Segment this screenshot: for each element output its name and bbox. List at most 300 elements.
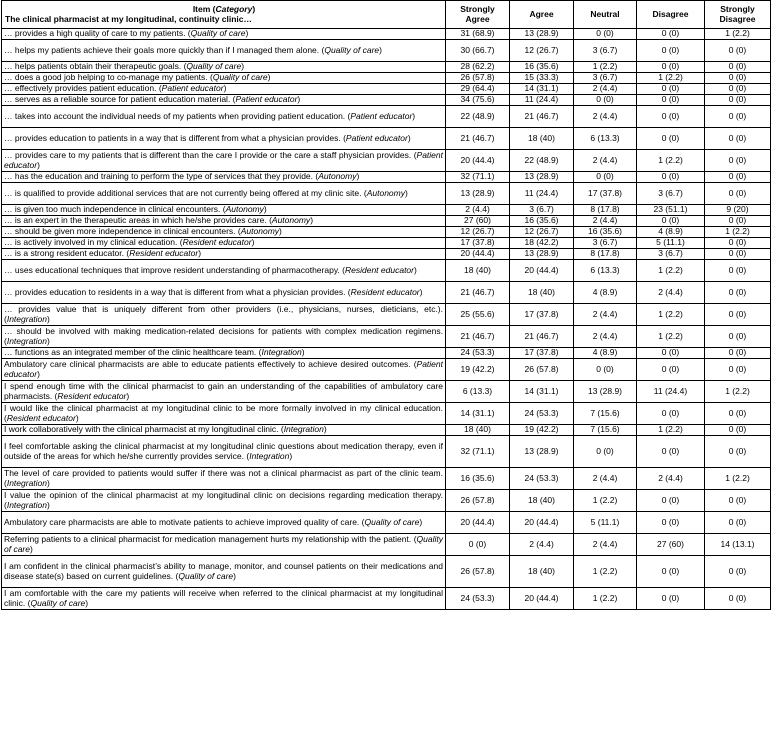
value-cell-neutral: 0 (0)	[574, 95, 637, 106]
item-cell: … effectively provides patient education. (Patient educator)	[2, 84, 446, 95]
value-cell-strongly-agree: 18 (40)	[446, 260, 510, 282]
value-cell-agree: 11 (24.4)	[510, 95, 574, 106]
value-cell-strongly-disagree: 0 (0)	[705, 282, 771, 304]
value-cell-agree: 16 (35.6)	[510, 62, 574, 73]
table-row	[2, 348, 771, 359]
value-cell-strongly-agree: 20 (44.4)	[446, 512, 510, 534]
table-row	[2, 359, 771, 381]
value-cell-disagree: 3 (6.7)	[637, 183, 705, 205]
value-cell-neutral: 2 (4.4)	[574, 326, 637, 348]
value-cell-neutral: 0 (0)	[574, 359, 637, 381]
item-text: I feel comfortable asking the clinical pharmacist at my longitudinal clinic questions about medication therapy, even if outside of the areas for which he/she currently provides service.	[4, 440, 443, 461]
item-category: Patient educator	[235, 94, 298, 105]
item-cell: … functions as an integrated member of the clinic healthcare team. (Integration)	[2, 348, 446, 359]
item-cell: … should be involved with making medication-related decisions for patients with complex medication regimens. (Integration)	[2, 326, 446, 348]
value-cell-strongly-agree: 2 (4.4)	[446, 205, 510, 216]
item-cell: … provides education to residents in a way that is different from what a physician provides. (Resident educator)	[2, 282, 446, 304]
value-cell-agree: 20 (44.4)	[510, 588, 574, 610]
table-row	[2, 238, 771, 249]
value-cell-strongly-agree: 30 (66.7)	[446, 40, 510, 62]
item-category: Patient educator	[345, 132, 408, 143]
value-cell-agree: 17 (37.8)	[510, 348, 574, 359]
item-cell: … provides a high quality of care to my patients. (Quality of care)	[2, 29, 446, 40]
survey-results-table	[1, 0, 771, 610]
item-category: Autonomy	[225, 204, 264, 215]
item-cell: … does a good job helping to co-manage my patients. (Quality of care)	[2, 73, 446, 84]
item-category-heading: Item (Category)	[192, 3, 256, 14]
value-cell-strongly-agree: 0 (0)	[446, 534, 510, 556]
value-cell-agree: 11 (24.4)	[510, 183, 574, 205]
value-cell-disagree: 0 (0)	[637, 216, 705, 227]
value-cell-strongly-agree: 32 (71.1)	[446, 172, 510, 183]
value-cell-neutral: 8 (17.8)	[574, 205, 637, 216]
value-cell-disagree: 1 (2.2)	[637, 150, 705, 172]
item-cell: … is qualified to provide additional services that are not currently being offered at my clinic site. (Autonomy)	[2, 183, 446, 205]
value-cell-disagree: 1 (2.2)	[637, 304, 705, 326]
item-category: Integration	[6, 335, 48, 346]
value-cell-neutral: 0 (0)	[574, 29, 637, 40]
item-category: Patient educator	[350, 110, 413, 121]
table-row	[2, 62, 771, 73]
value-cell-strongly-disagree: 0 (0)	[705, 348, 771, 359]
value-cell-strongly-agree: 26 (57.8)	[446, 73, 510, 84]
value-cell-agree: 13 (28.9)	[510, 172, 574, 183]
value-cell-agree: 12 (26.7)	[510, 40, 574, 62]
value-cell-strongly-agree: 32 (71.1)	[446, 436, 510, 468]
table-row	[2, 534, 771, 556]
header-row	[2, 1, 771, 29]
item-text: I spend enough time with the clinical pharmacist to gain an understanding of the capabilities of ambulatory care pharmacists.	[4, 380, 443, 401]
item-stem: The clinical pharmacist at my longitudinal, continuity clinic…	[5, 13, 253, 24]
value-cell-strongly-agree: 27 (60)	[446, 216, 510, 227]
table-row	[2, 172, 771, 183]
value-cell-strongly-agree: 17 (37.8)	[446, 238, 510, 249]
item-category: Patient educator	[161, 83, 224, 94]
value-cell-strongly-agree: 12 (26.7)	[446, 227, 510, 238]
value-cell-agree: 17 (37.8)	[510, 304, 574, 326]
value-cell-strongly-agree: 19 (42.2)	[446, 359, 510, 381]
value-cell-strongly-agree: 34 (75.6)	[446, 95, 510, 106]
value-cell-strongly-disagree: 0 (0)	[705, 425, 771, 436]
item-cell: … uses educational techniques that improve resident understanding of pharmacotherapy. (Resident educator)	[2, 260, 446, 282]
item-cell: … is a strong resident educator. (Resident educator)	[2, 249, 446, 260]
value-cell-strongly-disagree: 0 (0)	[705, 150, 771, 172]
value-cell-disagree: 11 (24.4)	[637, 381, 705, 403]
value-cell-strongly-agree: 6 (13.3)	[446, 381, 510, 403]
item-text: I work collaboratively with the clinical pharmacist at my longitudinal clinic.	[4, 424, 279, 435]
value-cell-strongly-agree: 29 (64.4)	[446, 84, 510, 95]
table-row	[2, 128, 771, 150]
value-cell-neutral: 0 (0)	[574, 436, 637, 468]
item-category: Autonomy	[318, 171, 357, 182]
item-category: Resident educator	[350, 286, 420, 297]
value-cell-strongly-disagree: 0 (0)	[705, 403, 771, 425]
value-cell-neutral: 2 (4.4)	[574, 468, 637, 490]
item-category: Integration	[261, 347, 302, 358]
value-cell-neutral: 2 (4.4)	[574, 534, 637, 556]
item-text: Ambulatory care pharmacists are able to motivate patients to achieve improved quality of care.	[4, 516, 360, 527]
value-cell-strongly-agree: 21 (46.7)	[446, 326, 510, 348]
value-cell-agree: 13 (28.9)	[510, 29, 574, 40]
value-cell-strongly-agree: 14 (31.1)	[446, 403, 510, 425]
table-row	[2, 216, 771, 227]
value-cell-strongly-agree: 28 (62.2)	[446, 62, 510, 73]
item-text: … provides education to patients in a way that is different from what a physician provides.	[4, 132, 341, 143]
value-cell-neutral: 16 (35.6)	[574, 227, 637, 238]
value-cell-disagree: 0 (0)	[637, 106, 705, 128]
value-cell-strongly-disagree: 14 (13.1)	[705, 534, 771, 556]
value-cell-strongly-agree: 20 (44.4)	[446, 150, 510, 172]
value-cell-disagree: 0 (0)	[637, 348, 705, 359]
value-cell-disagree: 0 (0)	[637, 359, 705, 381]
value-cell-agree: 3 (6.7)	[510, 205, 574, 216]
value-cell-agree: 18 (40)	[510, 490, 574, 512]
value-cell-disagree: 2 (4.4)	[637, 282, 705, 304]
item-category: Resident educator	[129, 248, 199, 259]
item-category: Quality of care	[212, 72, 268, 83]
item-cell: Ambulatory care pharmacists are able to motivate patients to achieve improved quality of care. (Quality of care)	[2, 512, 446, 534]
value-cell-strongly-agree: 16 (35.6)	[446, 468, 510, 490]
value-cell-strongly-disagree: 0 (0)	[705, 359, 771, 381]
table-row	[2, 260, 771, 282]
item-text: … is a strong resident educator.	[4, 248, 125, 259]
value-cell-disagree: 0 (0)	[637, 490, 705, 512]
item-category: Integration	[249, 450, 290, 461]
item-text: … provides value that is uniquely different from other providers (i.e., physicians, nurses, dieticians, etc.).	[4, 303, 443, 314]
value-cell-disagree: 4 (8.9)	[637, 227, 705, 238]
item-text: … is given too much independence in clinical encounters.	[4, 204, 221, 215]
item-category: Quality of care	[190, 28, 246, 39]
item-cell: I feel comfortable asking the clinical pharmacist at my longitudinal clinic questions about medication therapy, even if outside of the areas for which he/she currently provides service. (Integration)	[2, 436, 446, 468]
value-cell-neutral: 8 (17.8)	[574, 249, 637, 260]
table-row	[2, 95, 771, 106]
item-text: … is actively involved in my clinical education.	[4, 237, 178, 248]
value-cell-agree: 19 (42.2)	[510, 425, 574, 436]
item-text: … provides education to residents in a way that is different from what a physician provides.	[4, 286, 346, 297]
value-cell-disagree: 0 (0)	[637, 172, 705, 183]
column-header-neutral: Neutral	[574, 1, 637, 29]
value-cell-agree: 16 (35.6)	[510, 216, 574, 227]
value-cell-strongly-disagree: 0 (0)	[705, 128, 771, 150]
table-row	[2, 282, 771, 304]
item-category: Autonomy	[366, 187, 405, 198]
item-text: … helps my patients achieve their goals more quickly than if I managed them alone.	[4, 44, 320, 55]
value-cell-agree: 18 (42.2)	[510, 238, 574, 249]
table-row	[2, 436, 771, 468]
value-cell-neutral: 1 (2.2)	[574, 62, 637, 73]
value-cell-neutral: 2 (4.4)	[574, 84, 637, 95]
value-cell-strongly-agree: 21 (46.7)	[446, 128, 510, 150]
value-cell-strongly-disagree: 1 (2.2)	[705, 227, 771, 238]
value-cell-strongly-disagree: 0 (0)	[705, 216, 771, 227]
item-category: Patient educator	[4, 149, 443, 170]
value-cell-strongly-disagree: 0 (0)	[705, 512, 771, 534]
table-row	[2, 468, 771, 490]
item-category: Quality of care	[4, 533, 443, 554]
value-cell-strongly-disagree: 0 (0)	[705, 106, 771, 128]
value-cell-disagree: 0 (0)	[637, 128, 705, 150]
value-cell-disagree: 0 (0)	[637, 40, 705, 62]
value-cell-strongly-agree: 26 (57.8)	[446, 556, 510, 588]
item-category: Quality of care	[186, 61, 242, 72]
item-category: Quality of care	[30, 597, 86, 608]
table-row	[2, 40, 771, 62]
value-cell-strongly-disagree: 0 (0)	[705, 490, 771, 512]
value-cell-disagree: 0 (0)	[637, 62, 705, 73]
item-cell: I work collaboratively with the clinical pharmacist at my longitudinal clinic. (Integration)	[2, 425, 446, 436]
table-row	[2, 84, 771, 95]
item-category: Integration	[6, 313, 48, 324]
value-cell-disagree: 1 (2.2)	[637, 326, 705, 348]
value-cell-strongly-disagree: 1 (2.2)	[705, 381, 771, 403]
item-cell: … helps my patients achieve their goals more quickly than if I managed them alone. (Quality of care)	[2, 40, 446, 62]
value-cell-neutral: 3 (6.7)	[574, 238, 637, 249]
table-row	[2, 512, 771, 534]
item-text: … functions as an integrated member of the clinic healthcare team.	[4, 347, 257, 358]
item-cell: … serves as a reliable source for patient education material. (Patient educator)	[2, 95, 446, 106]
table-row	[2, 249, 771, 260]
item-cell: … is given too much independence in clinical encounters. (Autonomy)	[2, 205, 446, 216]
value-cell-strongly-disagree: 0 (0)	[705, 172, 771, 183]
survey-table-body	[2, 29, 771, 610]
value-cell-agree: 21 (46.7)	[510, 106, 574, 128]
value-cell-neutral: 3 (6.7)	[574, 73, 637, 84]
item-cell: … provides education to patients in a way that is different from what a physician provides. (Patient educator)	[2, 128, 446, 150]
table-row	[2, 381, 771, 403]
item-label: Item	[192, 3, 211, 14]
value-cell-strongly-disagree: 0 (0)	[705, 40, 771, 62]
item-cell: I value the opinion of the clinical pharmacist at my longitudinal clinic on decisions regarding medication therapy. (Integration)	[2, 490, 446, 512]
value-cell-agree: 24 (53.3)	[510, 468, 574, 490]
item-cell: … is an expert in the therapeutic areas in which he/she provides care. (Autonomy)	[2, 216, 446, 227]
item-text: I am comfortable with the care my patients will receive when referred to the clinical pharmacist at my longitudinal clinic.	[4, 587, 443, 608]
value-cell-neutral: 3 (6.7)	[574, 40, 637, 62]
value-cell-disagree: 1 (2.2)	[637, 425, 705, 436]
value-cell-agree: 15 (33.3)	[510, 73, 574, 84]
column-header-strongly-disagree: Strongly Disagree	[705, 1, 771, 29]
value-cell-disagree: 2 (4.4)	[637, 468, 705, 490]
value-cell-neutral: 1 (2.2)	[574, 490, 637, 512]
table-row	[2, 150, 771, 172]
value-cell-strongly-disagree: 0 (0)	[705, 326, 771, 348]
value-cell-strongly-disagree: 0 (0)	[705, 238, 771, 249]
item-category: Integration	[6, 477, 48, 488]
value-cell-disagree: 0 (0)	[637, 95, 705, 106]
table-row	[2, 425, 771, 436]
value-cell-neutral: 2 (4.4)	[574, 106, 637, 128]
value-cell-strongly-disagree: 0 (0)	[705, 95, 771, 106]
table-row	[2, 29, 771, 40]
value-cell-agree: 2 (4.4)	[510, 534, 574, 556]
value-cell-strongly-agree: 18 (40)	[446, 425, 510, 436]
value-cell-strongly-disagree: 1 (2.2)	[705, 29, 771, 40]
value-cell-neutral: 1 (2.2)	[574, 556, 637, 588]
table-row	[2, 403, 771, 425]
value-cell-agree: 18 (40)	[510, 282, 574, 304]
item-column-header	[2, 1, 446, 29]
value-cell-strongly-agree: 25 (55.6)	[446, 304, 510, 326]
item-cell: … takes into account the individual needs of my patients when providing patient education. (Patient educator)	[2, 106, 446, 128]
item-text: … should be involved with making medication-related decisions for patients with complex medication regimens.	[4, 325, 443, 336]
item-text: … helps patients obtain their therapeutic goals.	[4, 61, 182, 72]
value-cell-disagree: 0 (0)	[637, 84, 705, 95]
value-cell-agree: 14 (31.1)	[510, 84, 574, 95]
value-cell-neutral: 4 (8.9)	[574, 348, 637, 359]
value-cell-strongly-disagree: 0 (0)	[705, 249, 771, 260]
value-cell-neutral: 2 (4.4)	[574, 216, 637, 227]
item-text: … should be given more independence in clinical encounters.	[4, 226, 236, 237]
table-row	[2, 73, 771, 84]
value-cell-agree: 20 (44.4)	[510, 512, 574, 534]
value-cell-strongly-disagree: 0 (0)	[705, 73, 771, 84]
value-cell-strongly-agree: 31 (68.9)	[446, 29, 510, 40]
value-cell-strongly-agree: 21 (46.7)	[446, 282, 510, 304]
value-cell-strongly-disagree: 0 (0)	[705, 588, 771, 610]
item-cell: I am confident in the clinical pharmacist’s ability to manage, monitor, and counsel patients on their medications and disease state(s) based on current guidelines. (Quality of care)	[2, 556, 446, 588]
item-text: … provides a high quality of care to my patients.	[4, 28, 186, 39]
table-row	[2, 556, 771, 588]
item-category: Quality of care	[178, 570, 234, 581]
value-cell-disagree: 0 (0)	[637, 403, 705, 425]
value-cell-strongly-disagree: 9 (20)	[705, 205, 771, 216]
value-cell-strongly-disagree: 0 (0)	[705, 556, 771, 588]
value-cell-neutral: 4 (8.9)	[574, 282, 637, 304]
value-cell-agree: 13 (28.9)	[510, 436, 574, 468]
item-cell: Referring patients to a clinical pharmacist for medication management hurts my relationship with the patient. (Quality of care)	[2, 534, 446, 556]
item-text: I would like the clinical pharmacist at my longitudinal clinic to be more formally involved in my clinical education.	[4, 402, 443, 413]
item-cell: … helps patients obtain their therapeutic goals. (Quality of care)	[2, 62, 446, 73]
item-cell: … provides value that is uniquely different from other providers (i.e., physicians, nurses, dieticians, etc.). (Integration)	[2, 304, 446, 326]
value-cell-strongly-agree: 22 (48.9)	[446, 106, 510, 128]
value-cell-disagree: 23 (51.1)	[637, 205, 705, 216]
value-cell-disagree: 1 (2.2)	[637, 260, 705, 282]
value-cell-neutral: 13 (28.9)	[574, 381, 637, 403]
table-row	[2, 106, 771, 128]
value-cell-strongly-disagree: 0 (0)	[705, 260, 771, 282]
value-cell-strongly-agree: 20 (44.4)	[446, 249, 510, 260]
value-cell-strongly-agree: 24 (53.3)	[446, 588, 510, 610]
value-cell-disagree: 0 (0)	[637, 588, 705, 610]
value-cell-agree: 24 (53.3)	[510, 403, 574, 425]
value-cell-neutral: 1 (2.2)	[574, 588, 637, 610]
value-cell-agree: 18 (40)	[510, 556, 574, 588]
value-cell-neutral: 6 (13.3)	[574, 260, 637, 282]
value-cell-disagree: 0 (0)	[637, 436, 705, 468]
item-category: Autonomy	[271, 215, 311, 226]
value-cell-agree: 13 (28.9)	[510, 249, 574, 260]
value-cell-strongly-agree: 26 (57.8)	[446, 490, 510, 512]
item-text: Referring patients to a clinical pharmacist for medication management hurts my relationship with the patient.	[4, 533, 412, 544]
item-cell: I would like the clinical pharmacist at my longitudinal clinic to be more formally involved in my clinical education. (Resident educator)	[2, 403, 446, 425]
item-text: … is an expert in the therapeutic areas in which he/she provides care.	[4, 215, 267, 226]
value-cell-agree: 26 (57.8)	[510, 359, 574, 381]
item-cell: I am comfortable with the care my patients will receive when referred to the clinical pharmacist at my longitudinal clinic. (Quality of care)	[2, 588, 446, 610]
value-cell-neutral: 7 (15.6)	[574, 425, 637, 436]
value-cell-agree: 22 (48.9)	[510, 150, 574, 172]
item-text: … serves as a reliable source for patient education material.	[4, 94, 231, 105]
value-cell-strongly-disagree: 0 (0)	[705, 62, 771, 73]
value-cell-neutral: 2 (4.4)	[574, 304, 637, 326]
table-row	[2, 326, 771, 348]
item-category: Integration	[6, 499, 48, 510]
value-cell-strongly-agree: 24 (53.3)	[446, 348, 510, 359]
item-category: Resident educator	[345, 264, 414, 275]
item-cell: The level of care provided to patients would suffer if there was not a clinical pharmacist as part of the clinic team. (Integration)	[2, 468, 446, 490]
item-category: Resident educator	[57, 390, 127, 401]
column-header-strongly-agree: Strongly Agree	[446, 1, 510, 29]
value-cell-disagree: 27 (60)	[637, 534, 705, 556]
table-row	[2, 588, 771, 610]
item-category: Resident educator	[6, 412, 76, 423]
value-cell-disagree: 0 (0)	[637, 29, 705, 40]
item-category: Quality of care	[324, 44, 380, 55]
value-cell-strongly-disagree: 0 (0)	[705, 304, 771, 326]
value-cell-neutral: 2 (4.4)	[574, 150, 637, 172]
value-cell-disagree: 1 (2.2)	[637, 73, 705, 84]
value-cell-agree: 12 (26.7)	[510, 227, 574, 238]
item-text: I value the opinion of the clinical pharmacist at my longitudinal clinic on decisions regarding medication therapy.	[4, 489, 443, 500]
table-row	[2, 183, 771, 205]
item-cell: … should be given more independence in clinical encounters. (Autonomy)	[2, 227, 446, 238]
value-cell-neutral: 7 (15.6)	[574, 403, 637, 425]
value-cell-disagree: 0 (0)	[637, 512, 705, 534]
value-cell-strongly-disagree: 0 (0)	[705, 436, 771, 468]
value-cell-disagree: 0 (0)	[637, 556, 705, 588]
item-cell: Ambulatory care clinical pharmacists are able to educate patients effectively to achieve desired outcomes. (Patient educator)	[2, 359, 446, 381]
item-cell: … provides care to my patients that is different than the care I provide or the care a staff physician provides. (Patient educator)	[2, 150, 446, 172]
item-text: … takes into account the individual needs of my patients when providing patient education.	[4, 110, 346, 121]
item-cell: … has the education and training to perform the type of services that they provide. (Autonomy)	[2, 172, 446, 183]
value-cell-strongly-agree: 13 (28.9)	[446, 183, 510, 205]
value-cell-disagree: 5 (11.1)	[637, 238, 705, 249]
value-cell-agree: 21 (46.7)	[510, 326, 574, 348]
table-row	[2, 490, 771, 512]
item-text: The level of care provided to patients would suffer if there was not a clinical pharmacist as part of the clinic team.	[4, 467, 443, 478]
item-text: … has the education and training to perform the type of services that they provide.	[4, 171, 314, 182]
item-category: Quality of care	[364, 516, 420, 527]
item-text: Ambulatory care clinical pharmacists are able to educate patients effectively to achieve desired outcomes.	[4, 358, 411, 369]
item-text: … does a good job helping to co-manage my patients.	[4, 72, 208, 83]
item-text: … is qualified to provide additional services that are not currently being offered at my clinic site.	[4, 187, 362, 198]
item-category: Autonomy	[240, 226, 280, 237]
column-header-agree: Agree	[510, 1, 574, 29]
value-cell-neutral: 17 (37.8)	[574, 183, 637, 205]
item-cell: … is actively involved in my clinical education. (Resident educator)	[2, 238, 446, 249]
value-cell-agree: 14 (31.1)	[510, 381, 574, 403]
table-row	[2, 205, 771, 216]
value-cell-neutral: 5 (11.1)	[574, 512, 637, 534]
item-text: I am confident in the clinical pharmacist’s ability to manage, monitor, and counsel patients on their medications and disease state(s) based on current guidelines.	[4, 560, 443, 581]
item-text: … uses educational techniques that improve resident understanding of pharmacotherapy.	[4, 264, 340, 275]
value-cell-agree: 20 (44.4)	[510, 260, 574, 282]
item-category: Patient educator	[4, 358, 443, 379]
column-header-disagree: Disagree	[637, 1, 705, 29]
value-cell-disagree: 3 (6.7)	[637, 249, 705, 260]
item-category: Resident educator	[182, 237, 252, 248]
table-row	[2, 227, 771, 238]
value-cell-strongly-disagree: 1 (2.2)	[705, 468, 771, 490]
item-cell: I spend enough time with the clinical pharmacist to gain an understanding of the capabilities of ambulatory care pharmacists. (Resident educator)	[2, 381, 446, 403]
item-text: … provides care to my patients that is different than the care I provide or the care a staff physician provides.	[4, 149, 412, 160]
item-text: … effectively provides patient education.	[4, 83, 157, 94]
value-cell-strongly-disagree: 0 (0)	[705, 183, 771, 205]
table-row	[2, 304, 771, 326]
value-cell-strongly-disagree: 0 (0)	[705, 84, 771, 95]
value-cell-neutral: 6 (13.3)	[574, 128, 637, 150]
value-cell-agree: 18 (40)	[510, 128, 574, 150]
value-cell-neutral: 0 (0)	[574, 172, 637, 183]
item-category: Integration	[283, 424, 324, 435]
